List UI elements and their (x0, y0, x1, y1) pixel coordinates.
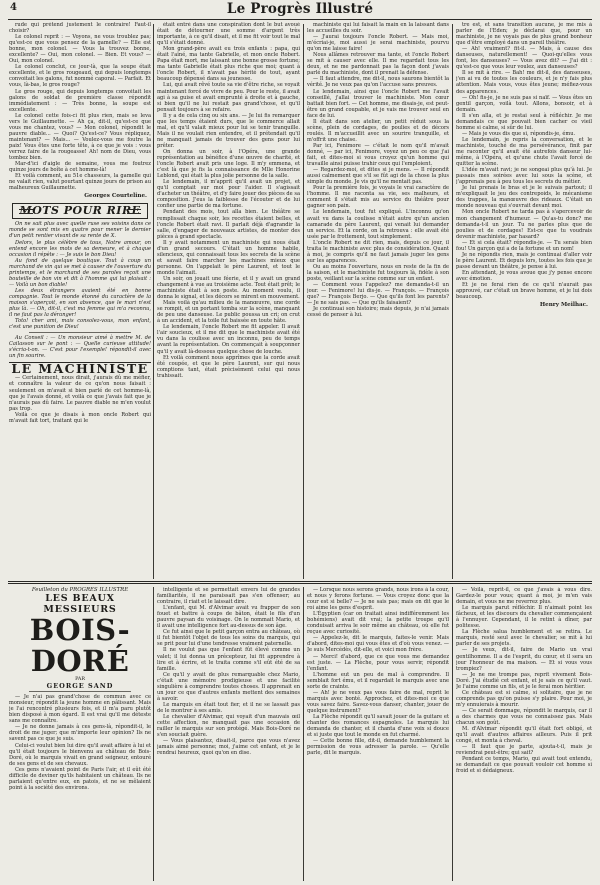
paragraph: L'enfant, qui M. d'Alvimar avait vu frapper de son fouet et battre à coups de bâton, était le fils d'un pauvre paysan du voisinage. On le nommait Mario, et il avait une intelligence fort au-dessus de son âge. (157, 605, 300, 630)
paragraph: Il s'en alla, et je restai seul à réfléchir. Je me demandais ce que pouvait bien cacher ce vieil homme si calme, si sûr de lui. (456, 112, 592, 131)
column-rule (153, 587, 154, 881)
paragraph: — Vous plaisantez, disait-il, parce que vous n'avez jamais aimé personne; moi, j'aime cet enfant, et je le rendrai heureux, quoi qu'on en dise. (157, 738, 300, 757)
paragraph: Pendant des mois, tout alla bien. Le théâtre se remplissait chaque soir, les recettes étaient belles, et l'oncle Robert était ravi. Il parlait déjà d'agrandir la salle, d'engager de nouveaux artistes, de monter des pièces à grand spectacle. (157, 209, 300, 240)
paragraph: — Je veux, dit-il, faire de Mario un vrai gentilhomme. Il a de l'esprit, du cœur, et il sera un jour l'honneur de ma maison. — Et si vous vous trompiez? (456, 647, 592, 672)
paragraph: — Je n'ai pas grand'chose de commun avec ce monsieur, répondit la jeune homme en pâlissant. Mais je l'ai rencontré plusieurs fois, et il m'a paru plutôt bien disposé à mon égard. Il est vrai qu'il me déteste sans me connaître. (9, 694, 151, 725)
paragraph: Et voilà comment, au 51e chasseurs, la gamelle qui ne valait rien, valut pourtant quinze jours de prison au malheureux Guillaumette. (9, 173, 151, 192)
paragraph: Le lendemain, tout fut expliqué. L'inconnu qu'on avait vu dans la coulisse n'était autre qu'un ancien camarade du père Laurent, qui venait lui demander un service. Et la corde, on la retrouva : elle avait été usée par le frottement, tout simplement. (307, 209, 449, 240)
feuilleton-rule (8, 583, 592, 584)
feuilleton-label: Feuilleton du PROGRÈS ILLUSTRÉ (31, 587, 129, 593)
paragraph: La Flèche répondit qu'il savait jouer de la guitare et chanter des romances espagnoles. Le marquis lui demanda de chanter, et il chanta d'une voix si douce et si juste que tout le monde en fut charmé. (307, 713, 449, 739)
paragraph: Il y avait notamment un machiniste qui nous était d'un grand secours. C'était un homme habile, silencieux, qui connaissait tous les secrets de la scène et savait faire marcher les machines mieux que personne. On l'appelait le père Laurent, et tout le monde l'aimait. (157, 239, 300, 276)
paragraph: Nous allâmes retrouver ma tante, et l'oncle Robert se mit à causer avec elle. Il me regardait tous les deux, et ne me pardonnait pas la façon dont j'avais parlé du machiniste, dont il prenait la défense. (307, 52, 449, 77)
paragraph: Et je ne ferai rien de ce qu'il n'aurait pas approuvé, car c'était un brave homme, et je lui dois beaucoup. (456, 282, 592, 301)
paragraph: M. d'Alvimar répondit qu'il était fort obligé, et qu'il avait d'autres affaires ailleurs. Puis il prit congé, et monta à cheval. (456, 726, 592, 745)
paragraph: — Ah! je ne veux pas vous faire de mal, reprit le marquis avec bonté. Approchez, et dites-moi ce que vous savez faire. Savez-vous danser, chanter, jouer de quelque instrument? (307, 689, 449, 714)
column-rule (153, 24, 154, 579)
divider (29, 691, 131, 692)
ornament (127, 209, 141, 214)
paragraph: Il y a de cela cinq ou six ans. — Je lui fis remarquer que les temps étaient durs, que le commerce allait mal, et qu'il valait mieux pour lui se tenir tranquille. Mais il ne voulait rien entendre, et il prétendait qu'il ne manquait jamais de trouver des gens pour lui prêter. (157, 112, 300, 149)
newspaper-title: Le Progrès Illustré (226, 1, 374, 17)
divider (29, 332, 131, 333)
paragraph: Il ne voulut pas que l'enfant fût élevé comme un valet; il lui donna un précepteur, lui fit apprendre à lire et à écrire, et le traita comme s'il eût été de sa famille. (157, 647, 300, 672)
paragraph: — Merci! d'abord, que ce que vous me demandez est juste. — La Flèche, pour vous servir, répondit l'enfant. (307, 653, 449, 672)
paragraph: Le lendemain, il m'apprit qu'il avait un projet, et qu'il comptait sur moi pour l'aider. Il s'agissait d'acheter un théâtre, et d'y faire jouer des pièces de sa composition. J'eus la faiblesse de l'écouter et de lui confier une partie de ma fortune. (157, 179, 300, 210)
paragraph: Ces gens n'avaient point de Paris l'air, et il eût été difficile de deviner qu'ils habitaient un château. Ils ne parlaient qu'entre eux, en patois, et ne se mêlaient point à la société des environs. (9, 766, 151, 791)
feuilleton-column-3 (307, 587, 449, 881)
joke: Toto! cher ami, mais consolez-vous, mon enfant, c'est une punition de Dieu! (9, 318, 151, 331)
paragraph: — J'aurai toujours l'oncle Robert. — Mais moi, m'écriai-je, moi aussi je serai machiniste, pourvu qu'on me laisse faire! (307, 34, 449, 53)
column-rule (303, 587, 304, 881)
ornament (19, 209, 33, 214)
paragraph: — Voilà, reprit-il, ce que j'avais à vous dire. Gardez-le pour vous; quant à moi, je m'en vais demain, et vous ne me reverrez plus. (456, 587, 592, 606)
paragraph: Le chevalier d'Alvimar, qui voyait d'un mauvais œil cette affection, ne manquait pas une occasion de railler le marquis sur son protégé. Mais Bois-Doré ne s'en souciait guère. (157, 713, 300, 739)
paragraph: — Lorsque nous serons grands, nous irons à la cour, et nous y ferons fortune. — Vous croyez donc que la cour est si belle? — Je ne sais pas; mais on dit que le roi aime les gens d'esprit. (307, 587, 449, 612)
machiniste-heading: LE MACHINISTE (11, 361, 149, 377)
paragraph: Ou au moins l'ouverture, nous en reste de la fin de la saison, et le machiniste fut toujours là, fidèle à son poste, veillant sur la scène comme sur un enfant. (307, 263, 449, 282)
joke: Les deux étrangers avaient été en bonne compagnie. Tout le monde étonné du caractère de la maison s'aperçoit, en son absence, que le mari n'est plus là. — Oh, dit-il, c'est ma femme qui m'a reconnu, il ne faut pas la déranger! (9, 287, 151, 319)
paragraph: rude qui prétend justement le contraire! Faut-il choisir? (9, 22, 151, 35)
mots-pour-rire-heading: MOTS POUR RIRE (19, 204, 141, 218)
paragraph: Pour la première fois, je voyais le vrai caractère de l'homme. Il me raconta sa vie, ses malheurs, et comment il s'était mis au service du théâtre pour gagner son pain. (307, 185, 449, 210)
column-rule (452, 587, 453, 881)
column-2 (157, 22, 300, 579)
paragraph: Le marquis parut réfléchir. Il n'aimait point les fâcheux, et les discours du chevalier commençaient à l'ennuyer. Cependant, il le retint à dîner, par politesse. (456, 605, 592, 630)
paragraph: On donna un soir, à l'Opéra, une grande représentation au bénéfice d'une œuvre de charité, et l'oncle Robert avait pris une loge. Il m'y emmena, et c'est là que je fis la connaissance de Mlle Honorine Leblond, qui était la plus jolie personne de la salle. (157, 148, 300, 180)
signature-meilhac: Henry Meilhac. (539, 302, 588, 309)
column-1 (9, 22, 151, 579)
column-4 (456, 22, 592, 579)
joke: Delors, le plus célèbre de tous, Notre amour, on entend encore les mots de sa demeure, et à chaque occasion il répète : — Je suis le bon Dieu! (9, 239, 151, 258)
paragraph: Le colonel conclut, ce jour-là, que la soupe était excellente, et le gros rougeaud, qui depuis longtemps convoitait les galons, fut nommé caporal. — Parfait. Et vous, là-bas, le gros rouge? (9, 64, 151, 89)
feuilleton-column-4 (456, 587, 592, 881)
feuilleton-title-top: LES BEAUX MESSIEURS (43, 593, 117, 616)
joke: On ne sait plus avec quelle ruse ses voisins dans ce monde se sont mis en quatre pour mener le dernier d'un petit rentier vivant de sa rente de X. (9, 221, 151, 240)
feuilleton-title-main: BOIS-DORÉ (29, 613, 131, 679)
paragraph: Celui-ci voulut bien lui dire qu'il avait affaire à lui et qu'il était toujours le bienvenu au château de Bois-Doré, où le marquis vivait en grand seigneur, entouré de ses gens et de ses chevaux. (9, 742, 151, 767)
paragraph: Ce fut ainsi que le petit garçon entra au château, où il fut bientôt l'objet de tous les soins du marquis, qui se prit pour lui d'une tendresse vraiment paternelle. (157, 629, 300, 648)
paragraph: Ce château est si calme, si solitaire, que je ne comprends pas qu'on puisse s'y plaire. Pour moi, je m'y ennuierais à mourir. (456, 689, 592, 708)
paragraph: L'oncle Robert ne dit rien, mais, depuis ce jour, il traita le machiniste avec plus de considération. Quant à moi, je compris qu'il ne faut jamais juger les gens sur les apparences. (307, 239, 449, 264)
feuilleton-author: GEORGE SAND (46, 682, 114, 691)
paragraph: Et voilà comment nous apprîmes que la corde avait été coupée, et que le père Laurent, sur qui nous comptions tant, était précisément celui qui nous trahissait. (157, 354, 300, 379)
paragraph: Je ne répondis rien, mais je continuai d'aller voir le père Laurent. Et depuis lors, toutes les fois que je passe devant un théâtre, je pense à lui. (456, 251, 592, 270)
paragraph: Mais voilà qu'au milieu de la manœuvre, une corde se rompit, et un portant tomba sur la scène, manquant de peu une danseuse. Le public poussa un cri; on crut à un accident, et la toile fut baissée en toute hâte. (157, 300, 300, 325)
paragraph: — Il faut attendre, me dit-il, nous saurons bientôt la vérité. Je ne veux pas qu'on l'accuse sans preuves. (307, 76, 449, 89)
paragraph: — Oh! fis-je, je ne suis pas si naïf. — Vous êtes un gentil garçon, voilà tout. Allons, bonsoir, et à demain. (456, 94, 592, 113)
paragraph: Le gros rouge, qui depuis longtemps convoitait les galons de soldat de première classe répondit immédiatement : — Très bonne, la soupe est excellente. (9, 88, 151, 113)
paragraph: Mon grand-père avait eu trois enfants : papa, qui était l'aîné, ma tante Gabrielle, et mon oncle Robert. Papa était mort, me laissant une bonne grosse fortune; ma tante Gabrielle était plus riche que moi; quant à l'oncle Robert, il n'avait pas hérité de tout, ayant beaucoup dépensé dans sa jeunesse. (157, 46, 300, 83)
paragraph: — Ce serait dommage, répondit le marquis, car il a des charmes que vous ne connaissez pas. Mais chacun son goût. (456, 707, 592, 727)
paragraph: Mar-d'ici d'aigle de semaine, vous me foutrez quinze jours de boîte à cet homme-là! (9, 161, 151, 174)
paragraph: Le colonel cette fois-ci fit plus rien, mais se leva vers le Guillaumette. — Ah ça, dit-il, qu'est-ce que vous me chantez, vous? — Mon colonel, répondit le pauvre diable... — Quoi? Qu'est-ce? Vous répliquez, maintenant? — Mais... — Voulez-vous me foutre la paix! Vous êtes une forte tête, à ce que je vois : vous verrez faire de la rougeasse! Ah! nom de Dieu, vous tombez bien. (9, 112, 151, 162)
paragraph: Par ici, Fenimore — c'était le nom qu'il m'avait donné, — par ici, Fenimore, voyez un peu ce que j'ai fait, et dites-moi si vous croyez qu'un homme qui travaille ainsi puisse trahir ceux qui l'emploient. (307, 142, 449, 168)
mots-pour-rire-heading-box (12, 203, 148, 219)
paragraph: La Flèche salua humblement et se retira. Le marquis, resté seul avec le chevalier, se mit à lui parler de ses projets. (456, 629, 592, 648)
paragraph: Mon oncle Robert ne tarda pas à s'apercevoir de mon changement d'humeur. — Qu'as-tu donc? me demanda-t-il un jour. Tu ne parles plus que de poulies et de cordages! Est-ce que tu voudrais devenir machiniste, par hasard? (456, 209, 592, 240)
paragraph: — Il faut que je parte, ajouta-t-il, mais je reviendrai peut-être; qui sait? (456, 744, 592, 757)
feuilleton-title-block (9, 593, 151, 689)
paragraph: — Certainement, nous dirait, j'aurais dû me méfier, et connaître la valeur de ce qu'on nous faisait : seulement on m'avait si bien parlé de cet homme-là, que je l'avais donné, et voilà ce que j'avais fait que je n'aurais pas dû faire. Le pauvre diable ne m'en voulut pas trop. (9, 375, 151, 412)
page-header (8, 2, 592, 20)
column-rule (452, 24, 453, 579)
paragraph: Le lendemain, ainsi que l'oncle Robert me l'avait conseillé, j'allai trouver le machiniste. Mon cœur battait bien fort. — Cet homme, me disais-je, est peut-être un grand coupable, et je vais me trouver seul en face de lui. (307, 88, 449, 119)
signature-courteline: Georges Courteline. (84, 193, 147, 200)
paragraph: Pendant ce temps, Mario, qui avait tout entendu, se demandait ce que pouvait vouloir cet homme si froid et si dédaigneux. (456, 756, 592, 775)
paragraph: intelligente et se permettait envers lui de grandes familiarités, il ne paraissait pas s'en offenser; au contraire, il riait et le laissait dire. (157, 587, 300, 606)
page-number: 4 (10, 2, 17, 13)
paragraph: — Cette bonne fille, dit-il, demande humblement la permission de vous adresser la parole. — Qu'elle parle, dit le marquis. (307, 738, 449, 757)
story-courteline (9, 22, 151, 191)
paragraph: — Je ne me trompe pas, reprit vivement Bois-Doré. J'ai étudié cet enfant, et je sais ce qu'il vaut. Je l'aime comme un fils, et je le ferai mon héritier. (456, 671, 592, 690)
paragraph: Le colonel reprit : — Voyons, ne vous troublez pas; qu'est-ce que vous pensez de la gamelle? — Elle est bonne, mon colonel. — Vous la trouvez bonne, excellente? — Oui, mon colonel. — Bien. Et vous? — Oui, mon colonel. (9, 34, 151, 65)
paragraph: — Appelez-le, dit le marquis, faites-le venir. Mais d'abord, dites-moi qui vous êtes et d'où vous venez. — Je suis Mercédès, dit-elle, et voici mon frère. (307, 635, 449, 654)
paragraph: Lui, qui avait rêvé toute sa vie d'être riche, se voyait maintenant forcé de vivre de peu. Pour le reste, il avait agi à sa guise et avait emprunté à droite et à gauche, si bien qu'il ne lui restait pas grand'chose, et qu'il pensait toujours à se refaire. (157, 82, 300, 113)
paragraph: était entré dans une conspiration dont le but avoué était de détourner une somme d'argent très importante, à ce qu'il disait, et il me fit voir tout le mal qu'il s'était donné. (157, 22, 300, 47)
paragraph: — Je ne donne jamais à ces gens-là, répondit-il, le droit de me juger; que m'importe leur opinion? Ils ne savent pas ce que je suis. (9, 724, 151, 743)
paragraph: machiniste qui lui faisait la main en la laissant dans les accueilles du soir. (307, 22, 449, 35)
feuilleton-column-1 (9, 587, 151, 881)
paragraph: — Ah! vraiment? fit-il. — Mais, à cause des danseuses, naturellement! — Quoi-qu'elles vous font, les danseuses? — Vous avez dit? — J'ai dit : qu'est-ce que vous leur voulez, aux danseuses? (456, 46, 592, 71)
paragraph: — Comment vous l'appelez? me demanda-t-il un jour. — Fenimore! lui dis-je. — François. — François que? — François Berjo. — Que qu'ils font les parents? — Je ne sais pas. — Que qu'ils faisaient? (307, 282, 449, 307)
paragraph: Je continuai son histoire; mais depuis, je n'ai jamais cessé de penser à lui. (307, 306, 449, 319)
paragraph: Un soir, on jouait une féerie, et il y avait un grand changement à vue au troisième acte. Tout était prêt; le machiniste était à son poste. Au moment voulu, il donna le signal, et les décors se mirent en mouvement. (157, 275, 300, 301)
paragraph: L'idée m'avait ravi; je ne songeai plus qu'à lui. Je passais mes soirées avec lui sous la scène, et j'apprenais peu à peu tous les secrets du métier. (456, 167, 592, 186)
paragraph: — Mais je vous dis que si, répondis-je, ému. (462, 130, 576, 137)
column-rule (303, 24, 304, 579)
column-3 (307, 22, 449, 579)
paragraph: L'homme eut un peu de mal à comprendre. Il semblait fort ému, et il regardait le marquis avec une sorte de crainte. (307, 671, 449, 690)
paragraph: — Et si cela était? répondis-je. — Tu serais bien fou! Un garçon qui a de la fortune et un nom! (456, 239, 592, 252)
paragraph: Ce qu'il y avait de plus remarquable chez Mario, c'était une mémoire prodigieuse et une facilité singulière à comprendre toutes choses. Il apprenait en un jour ce que d'autres enfants mettent des semaines à savoir. (157, 671, 300, 702)
paragraph: Le lendemain, l'oncle Robert me fit appeler. Il avait l'air soucieux, et il me dit que le machiniste avait été vu dans la coulisse avec un inconnu, peu de temps avant la représentation. On commençait à soupçonner qu'il y avait là-dessous quelque chose de louche. (157, 324, 300, 355)
paragraph: tre est, et sans transition aucune, je me mis à parler de l'Eden; je déclarai que, pour un machiniste, je ne voyais pas de plus grand bonheur que d'être employé dans un pareil théâtre. (456, 22, 592, 47)
paragraph: Il était dans son atelier, un petit réduit sous la scène, plein de cordages, de poulies et de décors roulés. Il m'accueillit avec un sourire tranquille, et m'offrit une chaise. (307, 118, 449, 143)
paragraph: En attendant, je vous avoue que j'y pense encore avec émotion. (456, 269, 592, 282)
paragraph: Le marquis en était tout fier, et il ne se lassait pas de le montrer à ses amis. (157, 701, 300, 714)
paragraph: Je lui prenais le bras et je le suivais partout; il m'expliquait le jeu des contrepoids, le mécanisme des trappes, la manœuvre des rideaux. C'était un monde nouveau qui s'ouvrait devant moi. (456, 185, 592, 210)
feuilleton-column-2 (157, 587, 300, 881)
paragraph: Il se mit à rire. — Bah! me dit-il, des danseuses, j'en ai vu de toutes les couleurs, et je n'y fais plus attention. Mais vous, vous êtes jeune; méfiez-vous des apparences. (456, 70, 592, 95)
feuilleton-par: PAR (75, 677, 85, 683)
joke: Au fond de quelque boutique. Tout à coup un marchand de vin qui se met à causer de l'ouverture du printemps, et le marchand de ses paroles reçoit une bouteille de bon vin et dit à l'homme qui lui plaisait : — Voilà un bon diable! (9, 257, 151, 288)
feuilleton-rule (8, 581, 592, 582)
paragraph: Voilà ce que je disais à mon oncle Robert qui m'avait fait tort, traitant qui le (9, 411, 151, 424)
paragraph: — Regardez-moi, et dites si je mens. — Il répondit aussi calmement que s'il se fût agi de la chose la plus simple du monde. Je vis qu'il ne mentait pas. (307, 167, 449, 186)
joke: Au Conseil : — Un monsieur aimé à mettre M. de Cailasson sur le pont : — Quelle curieuse attitude! s'écria-t-on. — C'est pour l'exemple! répondit-il avec un fin sourire. (9, 335, 151, 360)
paragraph: Le lendemain, je repris la conversation, et le machiniste, touché de ma persévérance, finit par me raconter qu'il avait été autrefois danseur lui-même, à l'Opéra, et qu'une chute l'avait forcé de quitter la scène. (456, 136, 592, 168)
jokes (9, 221, 151, 330)
paragraph: L'Égyptien (car on traitait ainsi indifféremment les bohémiens) avait dit vrai; la petite troupe qu'il conduisait arriva le soir même au château, où elle fut reçue avec curiosité. (307, 611, 449, 636)
